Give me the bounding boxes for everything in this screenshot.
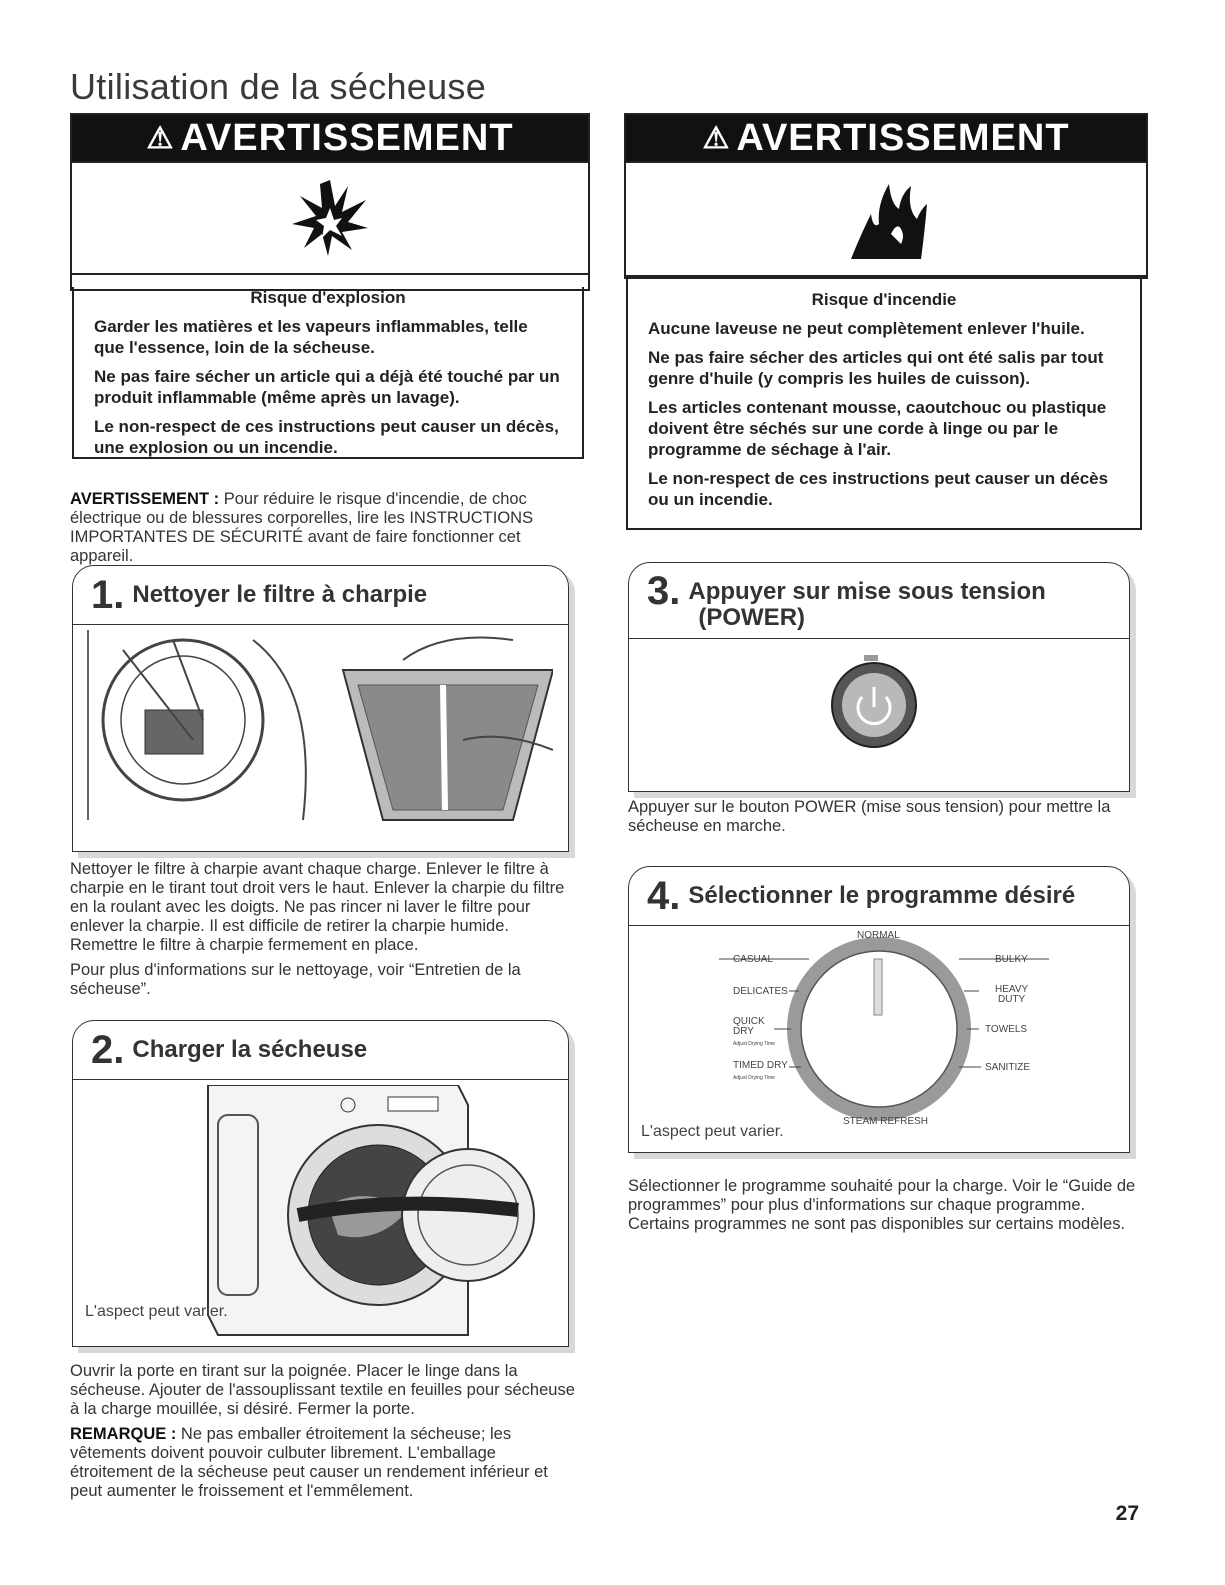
explosion-icon [72,163,588,275]
dial-timed-dry-sub: Adjust Drying Time [733,1075,775,1081]
dial-quick-dry-sub: Adjust Drying Time [733,1041,775,1047]
step4-paragraph: Sélectionner le programme souhaité pour la charge. Voir le “Guide de programmes” pour plus d'informations sur chaque programme. Certains programmes ne sont pas disponibles sur certains modèles. [628,1177,1136,1233]
explosion-warning-text [72,287,584,459]
warning-line: Ne pas faire sécher un article qui a déjà été touché par un produit inflammable (même après un lavage). [94,367,560,407]
page-title: Utilisation de la sécheuse [70,66,487,107]
step4-number: 4. [647,873,681,918]
page-number: 27 [1115,1502,1139,1525]
step1-number: 1. [91,572,125,617]
warning-subtitle: Risque d'incendie [811,290,957,309]
fire-warning-text [626,275,1142,530]
warning-line: Le non-respect de ces instructions peut causer un décès, une explosion ou un incendie. [94,417,559,457]
warning-line: Ne pas faire sécher des articles qui ont été salis par tout genre d'huile (y compris les huiles de cuisson). [648,348,1104,388]
step3-title-line2: (POWER) [698,604,806,631]
dial-heavy-duty: HEAVY DUTY [995,984,1029,1005]
step3-paragraph: Appuyer sur le bouton POWER (mise sous tension) pour mettre la sécheuse en marche. [628,798,1111,835]
step2-text [70,1362,580,1507]
dial-sanitize: SANITIZE [985,1062,1031,1073]
dial-steam-refresh: STEAM REFRESH [843,1116,929,1127]
dial-casual: CASUAL [733,954,774,965]
warning-subtitle: Risque d'explosion [250,288,406,307]
step1-header [73,566,568,625]
step3-panel [628,562,1130,792]
dial-bulky: BULKY [995,954,1028,965]
dryer-loading-illustration [198,1085,538,1350]
step1-paragraph: Nettoyer le filtre à charpie avant chaque charge. Enlever le filtre à charpie en le tirant tout droit vers le haut. Enlever la charpie du filtre en la roulant avec les doigts. Ne pas rincer ni laver le filtre pour enlever la charpie. Il est difficile de retirer la charpie humide. Remettre le filtre à charpie fermement en place. [70,860,565,954]
warning-triangle-icon: ⚠ [702,121,731,155]
step4-caption: L'aspect peut varier. [641,1123,784,1140]
step3-title: Appuyer sur mise sous tension [688,578,1046,605]
step3-header [629,563,1129,639]
step2-paragraph: Ouvrir la porte en tirant sur la poignée. Placer le linge dans la sécheuse. Ajouter de l'assouplissant textile en feuilles pour sécheuse à la charge mouillée, si désiré. Fermer la porte. [70,1362,575,1418]
step1-paragraph: Pour plus d'informations sur le nettoyage, voir “Entretien de la sécheuse”. [70,961,521,998]
warning-triangle-icon: ⚠ [146,121,175,155]
general-warning-label: AVERTISSEMENT : [70,490,220,508]
step2-panel [72,1020,569,1347]
general-warning-paragraph [70,490,586,566]
warning-line: Les articles contenant mousse, caoutchouc ou plastique doivent être séchés sur une corde à linge ou par le programme de séchage à l'air. [648,398,1107,459]
step2-title: Charger la sécheuse [132,1036,368,1063]
step1-text [70,860,580,1005]
step1-panel [72,565,569,852]
fire-icon [626,163,1146,277]
general-warning-text: Pour réduire le risque d'incendie, de choc électrique ou de blessures corporelles, lire les INSTRUCTIONS IMPORTANTES DE SÉCURITÉ avant de faire fonctionner cet appareil. [70,490,534,565]
power-button-icon [829,655,919,760]
step3-number: 3. [647,569,681,613]
step4-header [629,867,1129,926]
warning-line: Le non-respect de ces instructions peut causer un décès ou un incendie. [648,469,1109,509]
warning-header [626,115,1146,163]
fire-warning-box [624,113,1148,279]
step1-title: Nettoyer le filtre à charpie [132,581,428,608]
warning-header [72,115,588,163]
dial-timed-dry: TIMED DRY [733,1060,788,1071]
dial-normal: NORMAL [857,930,900,941]
step4-text [628,1177,1138,1240]
warning-heading: AVERTISSEMENT [736,116,1070,159]
cycle-dial [719,929,1049,1139]
dial-quick-dry: QUICK DRY [733,1016,765,1037]
step2-header [73,1021,568,1080]
step2-number: 2. [91,1027,125,1072]
warning-line: Garder les matières et les vapeurs inflammables, telle que l'essence, loin de la sécheuse. [94,317,528,357]
explosion-warning-box [70,113,590,291]
note-label: REMARQUE : [70,1425,177,1443]
step4-panel [628,866,1130,1153]
warning-heading: AVERTISSEMENT [180,116,514,159]
step2-caption: L'aspect peut varier. [85,1303,228,1320]
dial-towels: TOWELS [985,1024,1028,1035]
dial-delicates: DELICATES [733,986,788,997]
step2-note [70,1425,580,1501]
note-text: Ne pas emballer étroitement la sécheuse; les vêtements doivent pouvoir culbuter librement. L'emballage étroitement de la sécheuse peut causer un rendement inférieur et peut aumenter le froissement et l'emmêlement. [70,1425,548,1500]
warning-line: Aucune laveuse ne peut complètement enlever l'huile. [648,319,1085,338]
lint-filter-illustration [83,630,553,845]
step4-title: Sélectionner le programme désiré [688,882,1076,909]
step3-text [628,798,1138,842]
